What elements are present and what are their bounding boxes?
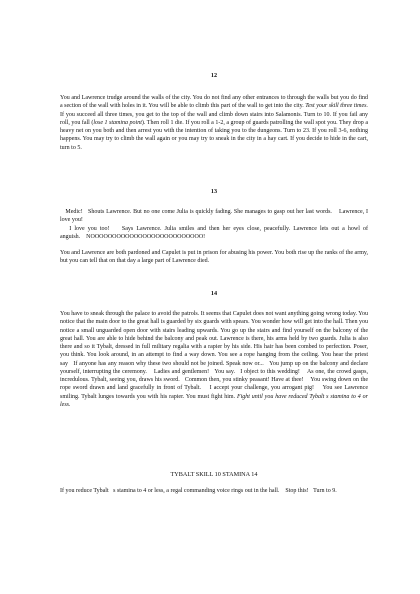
section-12-body bbox=[60, 94, 368, 152]
section-number: 13 bbox=[210, 188, 218, 195]
section-13 bbox=[60, 188, 368, 196]
paragraph bbox=[60, 310, 368, 409]
paragraph bbox=[60, 487, 368, 495]
text-run: I love you too! Says Lawrence. Julia smiles and then her eyes close, peacefully. Lawrence lets out a howl of anguish. NOOOOOOOOOOOOOOOOOOOOOOOOOO! bbox=[60, 225, 368, 240]
text-run: You and Lawrence trudge around the walls of the city. You do not find any other entrances to through the walls but you do find a section of the wall with holes in it. You will be able to climb this part of the wall to get into the city. bbox=[60, 95, 368, 110]
text-run: You have to sneak through the palace to avoid the patrols. It seems that Capulet does not want anything going wrong today. You notice that the main door to the great hall is guarded by six guards with spears. You wonder how will get into the hall. Then you notice a small unguarded open door with stairs leading upwards. You go up the stairs and find yourself on the balcony of the great hall. You are able to hide behind the balcony and peak out. Lawrence is there, his arms held by two guards. Julia is also there and so it Tybalt, dressed in full military regalia with a rapier by his side. His hair has been combed to perfection. Poser, you think. You look around, in an attempt to find a way down. You see a rope hanging from the ceiling. You hear the priest say If anyone has any reason why these two should not be joined. Speak now or... You jump up on the balcony and declare yourself, interrupting the ceremony. Ladies and gentlemen! You say. I object to this wedding! As one, the crowd gasps, incredulous. Tybalt, seeing you, draws his sword. Common then, you stinky peasant! Have at thee! You swing down on the rope sword drawn and land gracefully in front of Tybalt. I accept your challenge, you arrogant pig! You see Lawrence smiling. Tybalt lunges towards you with his rapier. You must fight him. bbox=[60, 311, 368, 400]
section-14-after bbox=[60, 487, 368, 495]
text-run: ). Then roll 1 die. If you roll a 1-2, a group of guards patrolling the wall spot you. They drop a heavy net on you both and then arrest you with the intention of taking you to the dungeons. Turn to 23. If you roll 3-6, nothing happens. You may try to climb the wall again or you may try to sneak in the city in a hay cart. If you decide to hide in the cart, turn to 5. bbox=[60, 119, 368, 151]
section-14-body bbox=[60, 310, 368, 409]
section-14-stats bbox=[60, 471, 368, 479]
italic-run: Test your skill three times. bbox=[305, 103, 369, 110]
section-number: 12 bbox=[210, 72, 218, 79]
section-number: 14 bbox=[210, 290, 218, 297]
italic-run: Fight until you have reduced Tybalt s stamina to 4 or less. bbox=[60, 393, 368, 408]
section-14 bbox=[60, 290, 368, 298]
paragraph bbox=[60, 208, 368, 225]
text-run: Medic! Shouts Lawrence. But no one come Julia is quickly fading. She manages to gasp out her last words. Lawrence, I love you! bbox=[60, 209, 368, 224]
paragraph bbox=[60, 94, 368, 152]
text-run: You and Lawrence are both pardoned and Capulet is put in prison for abusing his power. You both rise up the ranks of the army, but you can tell that on that day a large part of Lawrence died. bbox=[60, 250, 368, 265]
text-run: If you reduce Tybalt s stamina to 4 or less, a regal commanding voice rings out in the hall. Stop this! Turn to 9. bbox=[60, 488, 337, 494]
text-run: If you succeed all three times, you get to the top of the wall and climb down stairs into Salamonis. Turn to 10. If you fail any roll, you fall ( bbox=[60, 111, 368, 126]
section-12 bbox=[60, 72, 368, 80]
paragraph bbox=[60, 249, 368, 266]
stat-line: TYBALT SKILL 10 STAMINA 14 bbox=[170, 471, 258, 478]
section-13-body bbox=[60, 208, 368, 266]
paragraph bbox=[60, 225, 368, 242]
italic-run: lose 1 stamina point bbox=[93, 119, 142, 126]
